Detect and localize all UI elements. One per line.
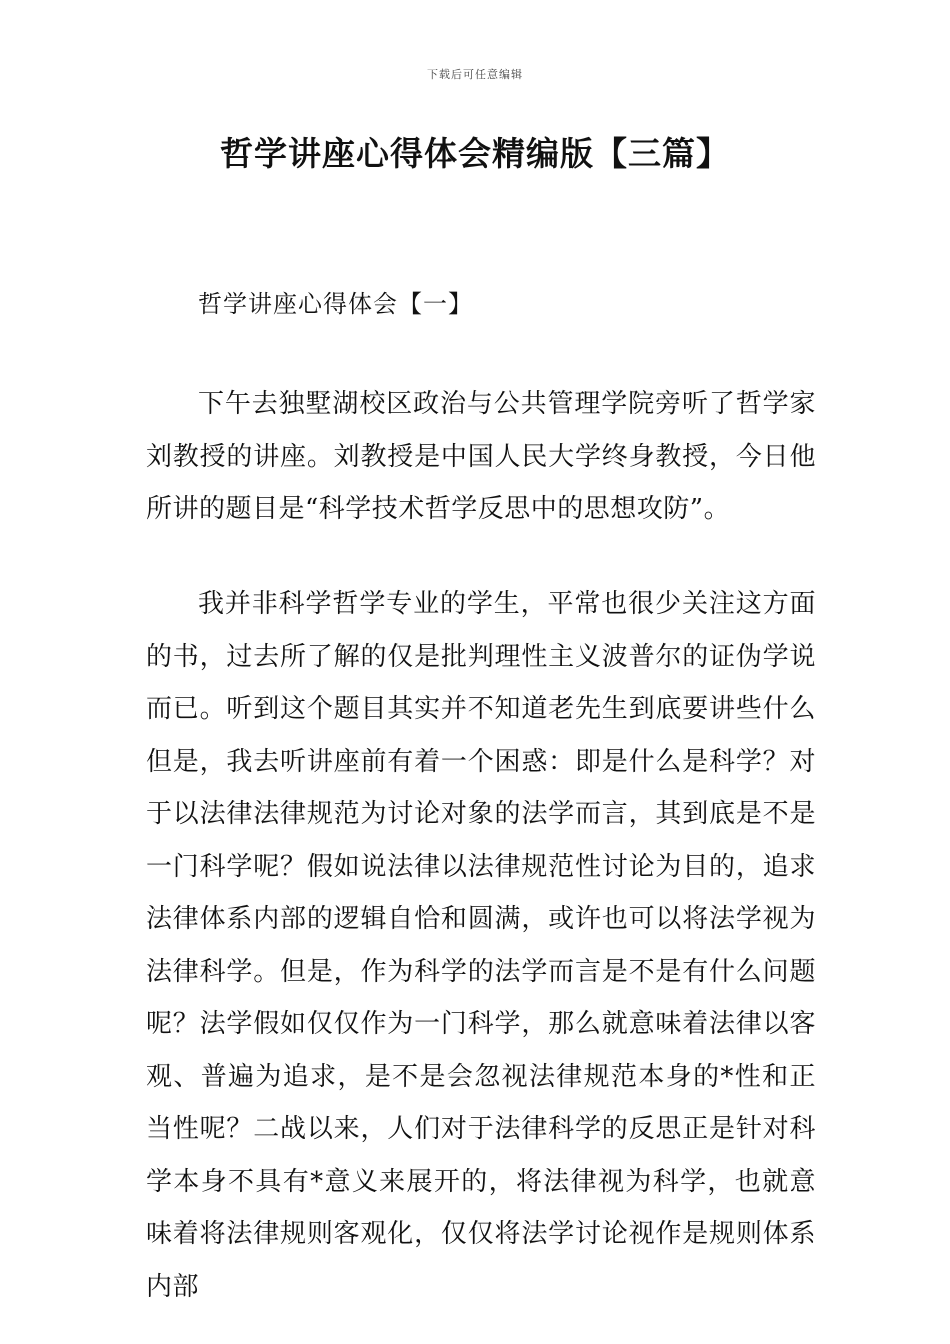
document-title: 哲学讲座心得体会精编版【三篇】 bbox=[220, 134, 730, 173]
paragraph-2: 我并非科学哲学专业的学生，平常也很少关注这方面的书，过去所了解的仅是批判理性主义波普尔的证伪学说而已。听到这个题目其实并不知道老先生到底要讲些什么但是，我去听讲座前有着一个困惑：即是什么是科学？对于以法律法律规范为讨论对象的法学而言，其到底是不是一门科学呢？假如说法律以法律规范性讨论为目的，追求法律体系内部的逻辑自恰和圆满，或许也可以将法学视为法律科学。但是，作为科学的法学而言是不是有什么问题呢？法学假如仅仅作为一门科学，那么就意味着法律以客观、普遍为追求，是不是会忽视法律规范本身的*性和正当性呢？二战以来，人们对于法律科学的反思正是针对科学本身不具有*意义来展开的，将法律视为科学，也就意味着将法律规则客观化，仅仅将法学讨论视作是规则体系内部 bbox=[146, 589, 816, 1302]
section-heading: 哲学讲座心得体会【一】 bbox=[198, 290, 473, 318]
header-note: 下载后可任意编辑 bbox=[427, 68, 523, 81]
paragraph-1: 下午去独墅湖校区政治与公共管理学院旁听了哲学家刘教授的讲座。刘教授是中国人民大学终身教授，今日他所讲的题目是“科学技术哲学反思中的思想攻防”。 bbox=[146, 389, 816, 524]
